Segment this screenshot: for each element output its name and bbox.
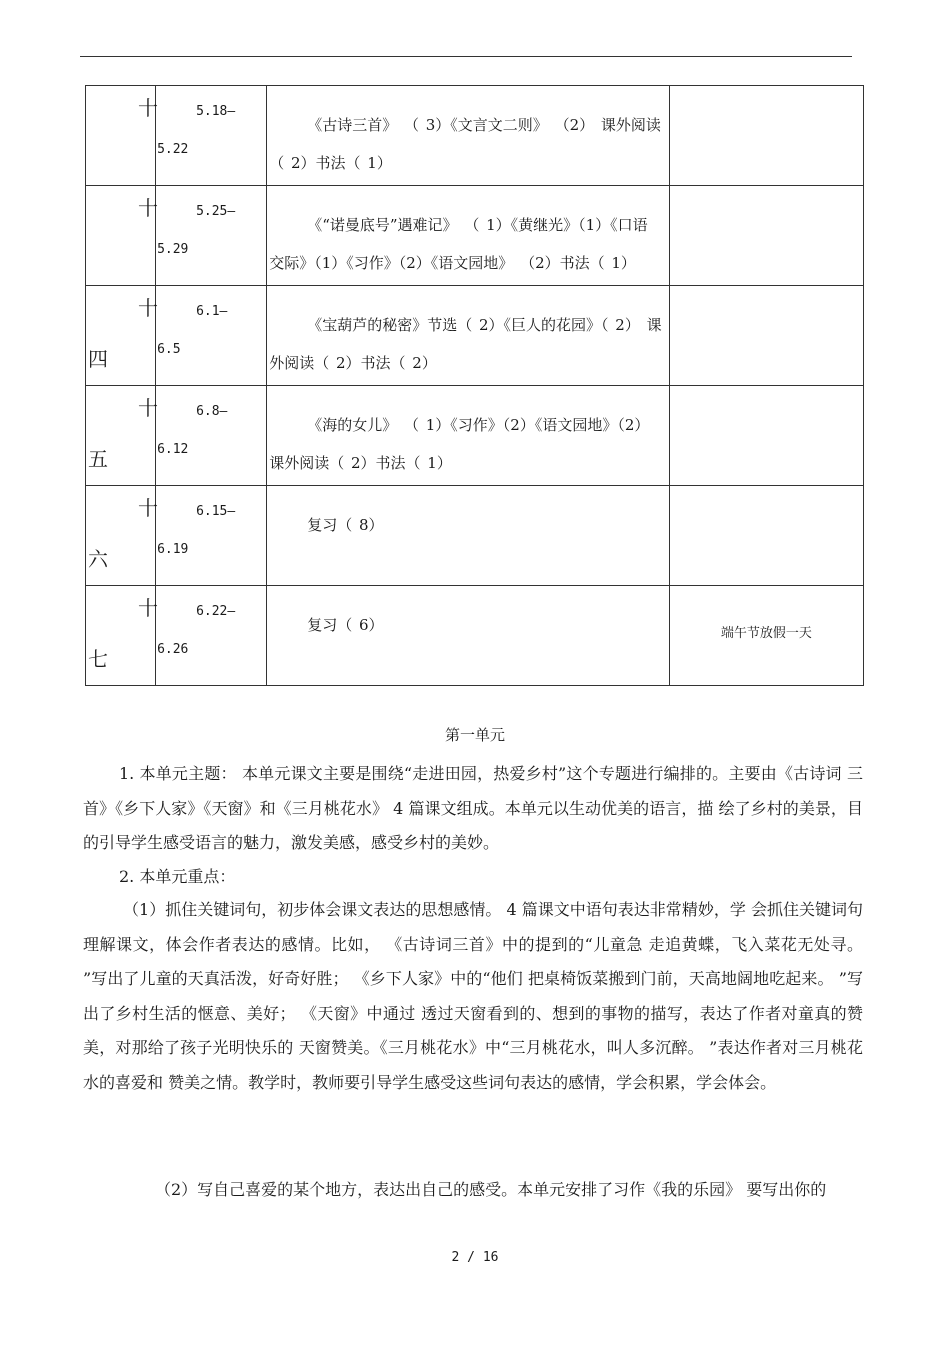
section-title: 第一单元: [444, 726, 505, 744]
paragraph-focus-2: （2）写自己喜爱的某个地方，表达出自己的感受。本单元安排了习作《我的乐园》 要写出你的: [155, 1180, 827, 1199]
date-start: 6.15—: [196, 504, 236, 519]
date-cell: [156, 586, 267, 686]
table-row: [86, 486, 864, 586]
week-label: 十: [138, 496, 158, 520]
date-end: 5.22: [157, 142, 189, 157]
week-label-suffix: 五: [88, 447, 108, 471]
table-row: [86, 286, 864, 386]
paragraph-focus-heading: 2. 本单元重点：: [119, 867, 236, 886]
week-cell: [86, 186, 156, 286]
date-end: 6.19: [157, 542, 189, 557]
note-cell: [669, 86, 863, 186]
date-cell: [156, 386, 267, 486]
schedule-table: [85, 85, 864, 686]
date-start: 5.25—: [196, 204, 236, 219]
paragraph-theme: 1. 本单元主题： 本单元课文主要是围绕“走进田园，热爱乡村”这个专题进行编排的。主要由《古诗词 三首》《乡下人家》《天窗》和《三月桃花水》 4 篇课文组成。本单元以生动优美的语言，描 绘了乡村的美景，目的引导学生感受语言的魅力，激发美感，感受乡村的美妙。: [83, 764, 863, 852]
table-row: [86, 186, 864, 286]
paragraph-focus-1: （1）抓住关键词句，初步体会课文表达的思想感情。 4 篇课文中语句表达非常精妙，学 会抓住关键词句理解课文，体会作者表达的感情。比如， 《古诗词三首》中的提到的“儿童急 走追黄蝶，飞入菜花无处寻。 ”写出了儿童的天真活泼，好奇好胜； 《乡下人家》中的“他们 把桌椅饭菜搬到门前，天高地阔地吃起来。 ”写出了乡村生活的惬意、美好； 《天窗》中通过 透过天窗看到的、想到的事物的描写，表达了作者对童真的赞美，对那给了孩子光明快乐的 天窗赞美。《三月桃花水》中“三月桃花水，叫人多沉醉。 ”表达作者对三月桃花水的喜爱和 赞美之情。教学时，教师要引导学生感受这些词句表达的感情，学会积累，学会体会。: [83, 900, 863, 1092]
week-label: 十: [138, 96, 158, 120]
note-cell: [669, 486, 863, 586]
table-row: [86, 386, 864, 486]
week-label-suffix: 四: [88, 347, 108, 371]
content-cell: [267, 386, 670, 486]
content-cell: [267, 286, 670, 386]
date-start: 6.8—: [196, 404, 228, 419]
note: 端午节放假一天: [720, 626, 812, 641]
table-row: [86, 86, 864, 186]
lesson-content: 复习（ 6）: [307, 616, 384, 634]
week-cell: [86, 486, 156, 586]
date-start: 5.18—: [196, 104, 236, 119]
lesson-content: 《“诺曼底号”遇难记》 （ 1）《黄继光》（1）《口语 交际》（1）《习作》（2）《语文园地》 （2）书法（ 1）: [269, 216, 648, 272]
date-end: 6.26: [157, 642, 189, 657]
lesson-content: 《海的女儿》 （ 1）《习作》（2）《语文园地》（2） 课外阅读（ 2）书法（ 1）: [269, 416, 650, 472]
week-label: 十: [138, 296, 158, 320]
date-cell: [156, 86, 267, 186]
date-start: 6.22—: [196, 604, 236, 619]
date-cell: [156, 486, 267, 586]
date-end: 6.12: [157, 442, 189, 457]
note-cell: [669, 586, 863, 686]
header-rule: [80, 56, 852, 57]
week-cell: [86, 386, 156, 486]
week-label: 十: [138, 396, 158, 420]
note-cell: [669, 286, 863, 386]
date-end: 5.29: [157, 242, 189, 257]
note-cell: [669, 386, 863, 486]
page-number: 2 / 16: [451, 1250, 499, 1265]
week-cell: [86, 586, 156, 686]
content-cell: [267, 586, 670, 686]
week-label: 十: [138, 196, 158, 220]
week-label-suffix: 六: [88, 547, 108, 571]
week-cell: [86, 286, 156, 386]
lesson-content: 《宝葫芦的秘密》节选（ 2）《巨人的花园》（ 2） 课外阅读（ 2）书法（ 2）: [269, 316, 662, 372]
note-cell: [669, 186, 863, 286]
date-cell: [156, 286, 267, 386]
date-end: 6.5: [157, 342, 181, 357]
content-cell: [267, 486, 670, 586]
content-cell: [267, 186, 670, 286]
week-cell: [86, 86, 156, 186]
content-cell: [267, 86, 670, 186]
week-label-suffix: 七: [88, 647, 108, 671]
table-row: [86, 586, 864, 686]
lesson-content: 《古诗三首》 （ 3）《文言文二则》 （2） 课外阅读（ 2）书法（ 1）: [269, 116, 661, 172]
week-label: 十: [138, 596, 158, 620]
date-start: 6.1—: [196, 304, 228, 319]
lesson-content: 复习（ 8）: [307, 516, 384, 534]
date-cell: [156, 186, 267, 286]
